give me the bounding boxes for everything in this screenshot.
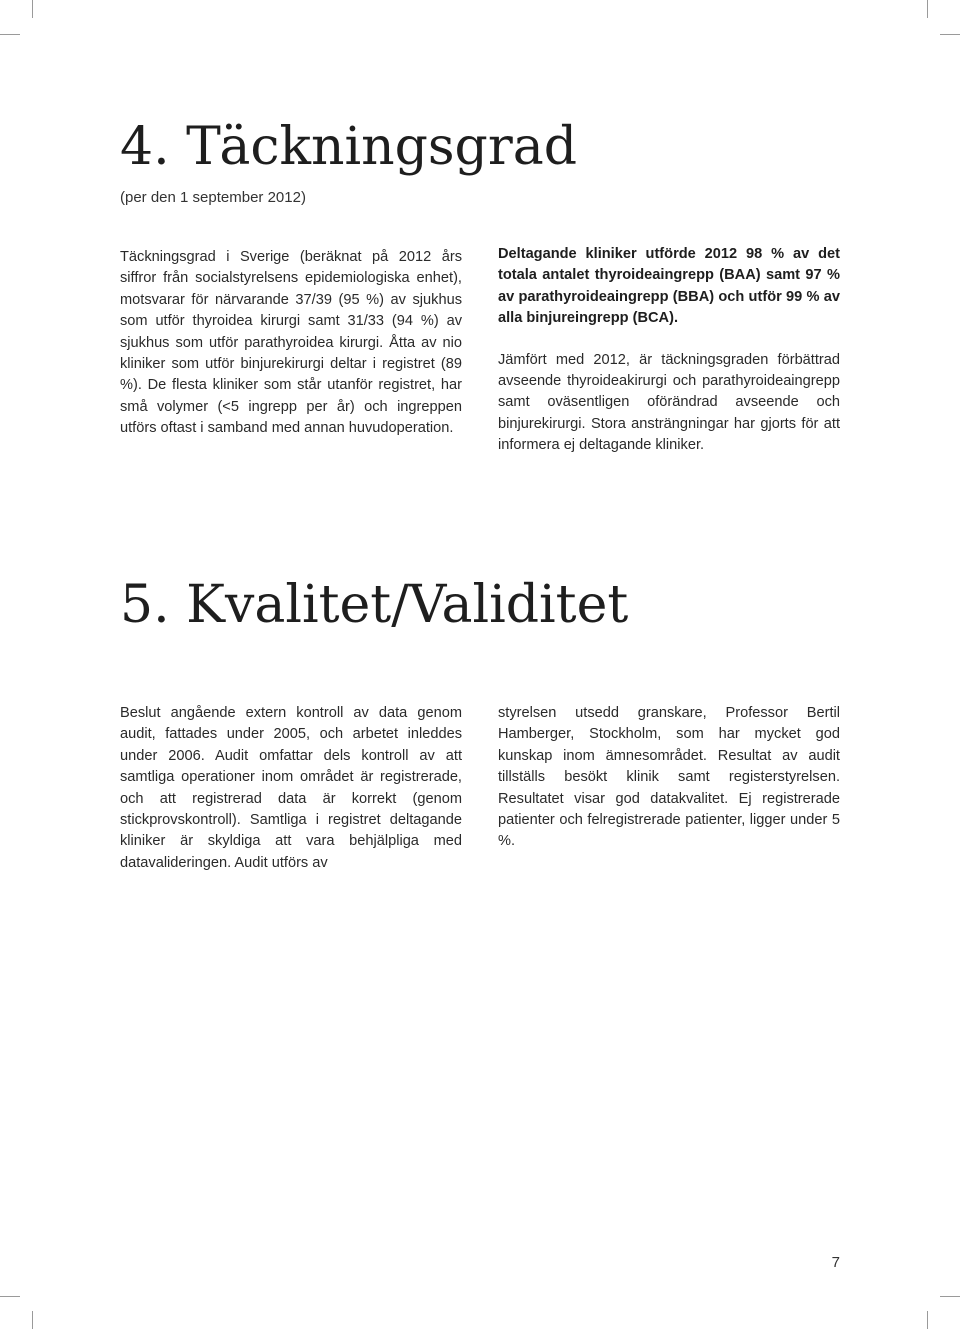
page-number: 7 bbox=[831, 1254, 840, 1271]
section-5-heading: 5. Kvalitet/Validitet bbox=[120, 575, 629, 635]
crop-mark-top-left-horizontal bbox=[0, 34, 20, 35]
crop-mark-top-right-vertical bbox=[927, 0, 928, 18]
section-5-left-column bbox=[120, 703, 462, 894]
section-4-right-paragraph: Jämfört med 2012, är täckningsgraden förbättrad avseende thyroideakirurgi och parathyroideaingrepp samt oväsentligen oförändrad avseende och binjurekirurgi. Stora ansträngningar har gjorts för att informera ej deltagande kliniker. bbox=[498, 351, 840, 454]
section-4-right-bold-paragraph: Deltagande kliniker utförde 2012 98 % av det totala antalet thyroideaingrepp (BAA) samt 97 % av parathyroideaingrepp (BBA) och utför 99 % av alla binjureingrepp (BCA). bbox=[498, 246, 840, 327]
crop-mark-bottom-right-vertical bbox=[927, 1311, 928, 1329]
crop-mark-bottom-right-horizontal bbox=[940, 1296, 960, 1297]
section-5-right-column bbox=[498, 703, 840, 873]
section-5-left-paragraph: Beslut angående extern kontroll av data genom audit, fattades under 2005, och arbetet inleddes under 2006. Audit omfattar dels kontroll av att samtliga operationer inom området är registrerade, och att registrerad data är korrekt (genom stickprovskontroll). Samtliga i registret deltagande kliniker är skyldiga att vara behjälpliga med datavalideringen. Audit utförs av bbox=[120, 705, 462, 871]
section-4-heading: 4. Täckningsgrad bbox=[120, 117, 577, 177]
crop-mark-bottom-left-horizontal bbox=[0, 1296, 20, 1297]
section-4-subtitle: (per den 1 september 2012) bbox=[120, 189, 306, 206]
crop-mark-top-left-vertical bbox=[32, 0, 33, 18]
section-4-left-paragraph: Täckningsgrad i Sverige (beräknat på 2012 års siffror från socialstyrelsens epidemiologiska enhet), motsvarar för närvarande 37/39 (95 %) av sjukhus som utför thyroidea kirurgi samt 31/33 (94 %) av sjukhus som utför parathyroidea kirurgi. Åtta av nio kliniker som utför binjurekirurgi deltar i registret (89 %). De flesta kliniker som står utanför registret, har små volymer (<5 ingrepp per år) och ingreppen utförs oftast i samband med annan huvudoperation. bbox=[120, 249, 462, 437]
section-4-right-column bbox=[498, 244, 840, 477]
section-4-left-column bbox=[120, 247, 462, 460]
crop-mark-top-right-horizontal bbox=[940, 34, 960, 35]
crop-mark-bottom-left-vertical bbox=[32, 1311, 33, 1329]
section-5-right-paragraph: styrelsen utsedd granskare, Professor Bertil Hamberger, Stockholm, som har mycket god kunskap inom ämnesområdet. Resultat av audit tillställs besökt klinik samt registerstyrelsen. Resultatet visar god datakvalitet. Ej registrerade patienter och felregistrerade patienter, ligger under 5 %. bbox=[498, 705, 840, 850]
